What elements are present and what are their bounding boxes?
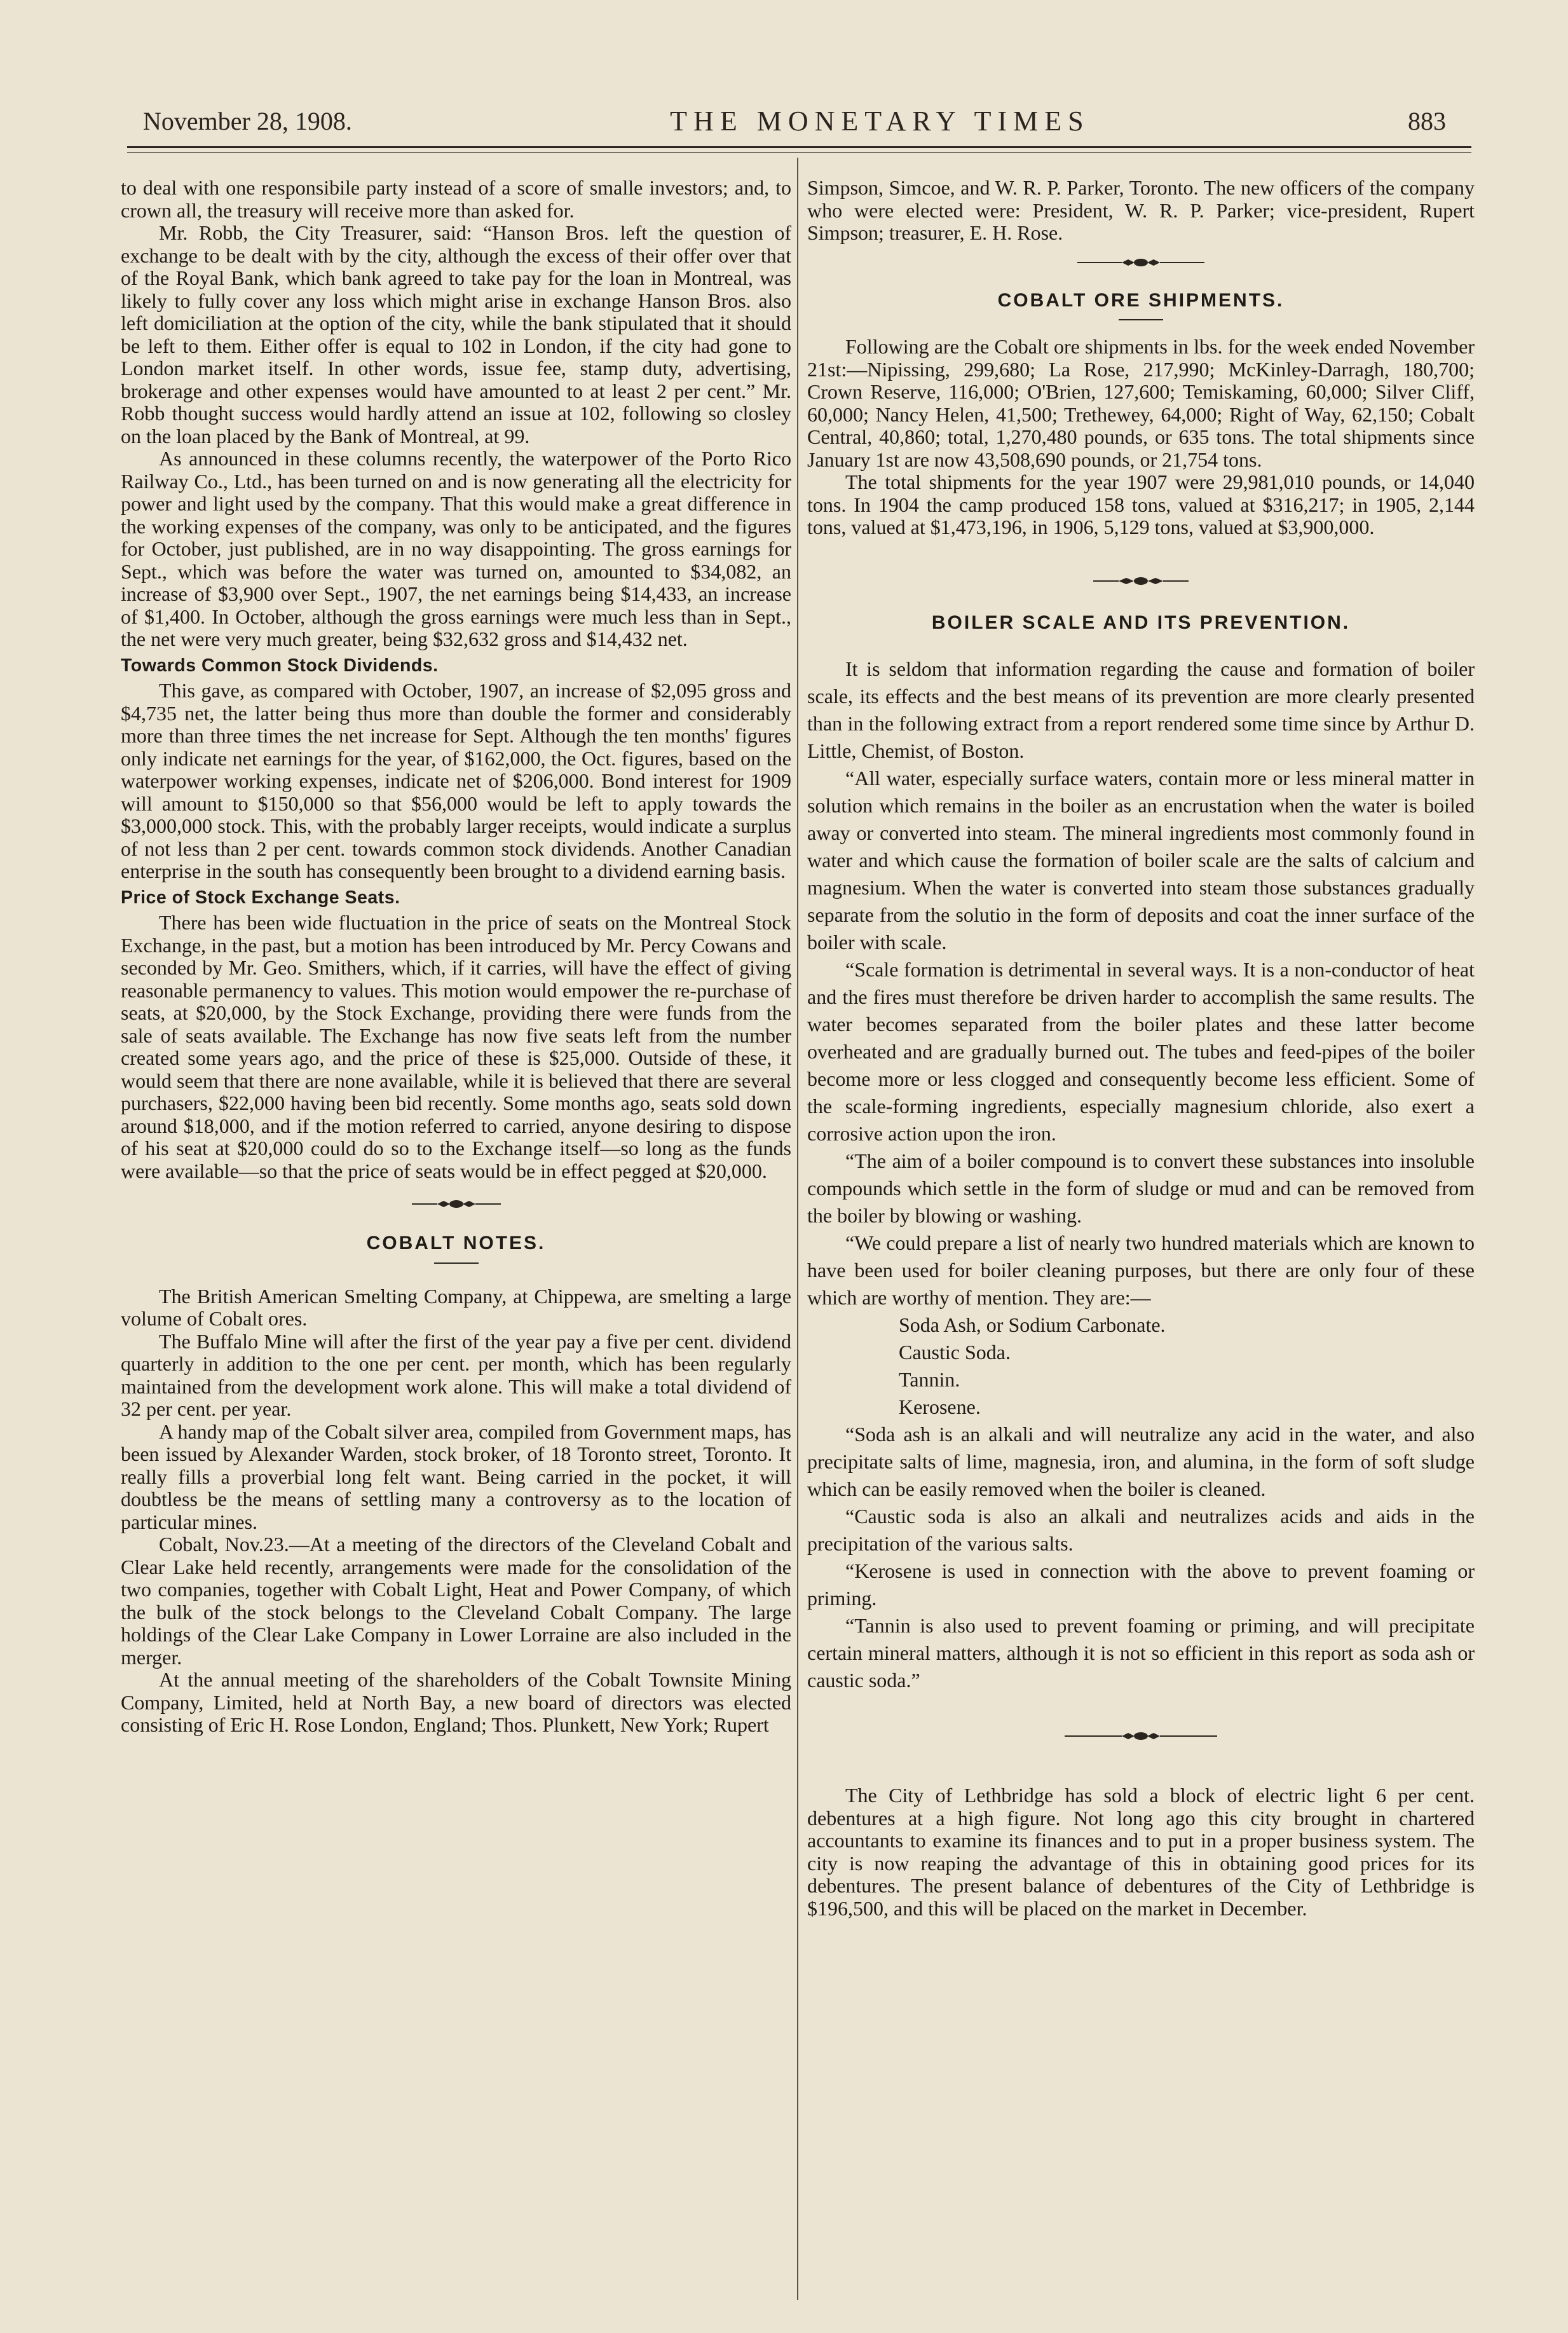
left-column <box>121 177 791 1737</box>
article-paragraph: “The aim of a boiler compound is to convert these substances into insoluble compounds which settle in the form of sludge or mud and can be removed from the boiler by blowing or washing. <box>807 1149 1475 1227</box>
article-paragraph: This gave, as compared with October, 1907, an increase of $2,095 gross and $4,735 net, the latter being thus more than double the former and considerably more than three times the net increase for Sept. Although the ten months' figures only indicate net earnings for the year, of $162,000, the Oct. figures, based on the waterpower working expenses, indicate net of $206,000. Bond interest for 1909 will amount to $150,000 so that $56,000 would be left to apply towards the $3,000,000 stock. This, with the probably larger receipts, would indicate a surplus of not less than 2 per cent. towards common stock dividends. Another Canadian enterprise in the south has consequently been brought to a dividend earning basis. <box>121 679 791 882</box>
article-paragraph: “Scale formation is detrimental in several ways. It is a non-conductor of heat and the fires must therefore be driven harder to accomplish the same results. The water becomes separated from the boiler plates and these latter become overheated and are gradually burned out. The tubes and feed-pipes of the boiler become more or less clogged and consequently become less efficient. Some of the scale-forming ingredients, especially magnesium chloride, also exert a corrosive action upon the iron. <box>807 958 1475 1145</box>
section-ornament <box>121 1191 791 1217</box>
article-paragraph: It is seldom that information regarding the cause and formation of boiler scale, its effects and the best means of its prevention are more clearly presented than in the following extract from a report rendered some time since by Arthur D. Little, Chemist, of Boston. <box>807 657 1475 762</box>
list-item: Kerosene. <box>899 1395 981 1418</box>
page-number: 883 <box>1408 106 1446 135</box>
article-paragraph: At the annual meeting of the shareholders of the Cobalt Townsite Mining Company, Limited, held at North Bay, a new board of directors was elected consisting of Eric H. Rose London, England; Thos. Plunkett, New York; Rupert <box>121 1668 791 1736</box>
article-paragraph: “Kerosene is used in connection with the above to prevent foaming or priming. <box>807 1559 1475 1610</box>
section-heading-ore-shipments: COBALT ORE SHIPMENTS. <box>997 289 1285 311</box>
list-item: Soda Ash, or Sodium Carbonate. <box>899 1313 1166 1336</box>
header-rule-thin <box>127 152 1471 153</box>
article-paragraph: Simpson, Simcoe, and W. R. P. Parker, Toronto. The new officers of the company who were elected were: President, W. R. P. Parker; vice-president, Rupert Simpson; treasurer, E. H. Rose. <box>807 176 1475 244</box>
article-paragraph: Mr. Robb, the City Treasurer, said: “Hanson Bros. left the question of exchange to be dealt with by the city, although the excess of their offer over that of the Royal Bank, which bank agreed to take pay for the loan in Montreal, was likely to fully cover any loss which might arise in exchange Hanson Bros. also left domiciliation at the option of the city, while the bank stipulated that it should be left to them. Either offer is equal to 102 in London, if the city had gone to London market itself. In other words, issue fee, stamp duty, advertising, brokerage and other expenses would have amounted to at least 2 per cent.” Mr. Robb thought success would hardly attend an issue at 102, following so closley on the loan placed by the Bank of Montreal, at 99. <box>121 221 791 448</box>
page-header <box>143 102 1446 140</box>
article-paragraph: There has been wide fluctuation in the price of seats on the Montreal Stock Exchange, in the past, but a motion has been introduced by Mr. Percy Cowans and seconded by Mr. Geo. Smithers, which, if it carries, will have the effect of giving reasonable permanency to values. This motion would empower the re-purchase of seats, at $20,000, by the Stock Exchange, providing there were funds from the sale of seats available. The Exchange has now five seats left from the number created some years ago, and the price of these is $25,000. Outside of these, it would seem that there are none available, while it is believed that there are several purchasers, $22,000 having been bid recently. Some months ago, seats sold down around $18,000, and if the motion referred to carried, anyone desiring to dispose of his seat at $20,000 could do so to the Exchange itself—so long as the funds were available—so that the price of seats would be in effect pegged at $20,000. <box>121 911 791 1182</box>
right-column <box>807 177 1475 1920</box>
article-paragraph: “Caustic soda is also an alkali and neutralizes acids and aids in the precipitation of the various salts. <box>807 1505 1475 1555</box>
article-paragraph: The City of Lethbridge has sold a block of electric light 6 per cent. debentures at a high figure. Not long ago this city brought in chartered accountants to examine its finances and to put in a proper business system. The city is now reaping the advantage of this in obtaining good prices for its debentures. The present balance of debentures of the City of Lethbridge is $196,500, and this will be placed on the market in December. <box>807 1784 1475 1920</box>
header-rule-thick <box>127 146 1471 148</box>
article-paragraph: Following are the Cobalt ore shipments in lbs. for the week ended November 21st:—Nipissing, 299,680; La Rose, 217,990; McKinley-Darragh, 180,700; Crown Reserve, 116,000; O'Brien, 127,600; Temiskaming, 60,000; Silver Cliff, 60,000; Nancy Helen, 41,500; Trethewey, 64,000; Right of Way, 62,150; Cobalt Central, 40,860; total, 1,270,480 pounds, or 635 tons. The total shipments since January 1st are now 43,508,690 pounds, or 21,754 tons. <box>807 335 1475 471</box>
section-ornament <box>807 250 1475 275</box>
article-paragraph: “Soda ash is an alkali and will neutralize any acid in the water, and also precipitate salts of lime, magnesia, iron, and alumina, in the form of soft sludge which can be easily removed when the boiler is cleaned. <box>807 1423 1475 1500</box>
section-ornament <box>807 568 1475 594</box>
section-heading-boiler-scale: BOILER SCALE AND ITS PREVENTION. <box>931 612 1351 633</box>
section-heading-cobalt-notes: COBALT NOTES. <box>366 1233 546 1254</box>
issue-date: November 28, 1908. <box>143 106 352 135</box>
publication-title: THE MONETARY TIMES <box>670 105 1090 137</box>
column-divider <box>797 158 798 2300</box>
article-paragraph: A handy map of the Cobalt silver area, compiled from Government maps, has been issued by Alexander Warden, stock broker, of 18 Toronto street, Toronto. It really fills a proverbial long felt want. Being carried in the pocket, it will doubtless be the means of settling many a controversy as to the location of particular mines. <box>121 1420 791 1533</box>
article-paragraph: “Tannin is also used to prevent foaming or priming, and will precipitate certain mineral matters, although it is not so efficient in this report as soda ash or caustic soda.” <box>807 1614 1475 1692</box>
article-paragraph: The total shipments for the year 1907 were 29,981,010 pounds, or 14,040 tons. In 1904 the camp produced 158 tons, valued at $316,217; in 1905, 2,144 tons, valued at $1,473,196, in 1906, 5,129 tons, valued at $3,900,000. <box>807 470 1475 538</box>
section-ornament <box>807 1723 1475 1749</box>
list-item: Tannin. <box>899 1368 960 1391</box>
article-paragraph: The Buffalo Mine will after the first of the year pay a five per cent. dividend quarterly in addition to the one per cent. per month, which has been regularly maintained from the development work alone. This will make a total dividend of 32 per cent. per year. <box>121 1329 791 1420</box>
article-paragraph: to deal with one responsibile party instead of a score of smalle investors; and, to crown all, the treasury will receive more than asked for. <box>121 176 791 222</box>
article-paragraph: Cobalt, Nov.23.—At a meeting of the directors of the Cleveland Cobalt and Clear Lake held recently, arrangements were made for the consolidation of the two companies, together with Cobalt Light, Heat and Power Company, of which the bulk of the stock belongs to the Cleveland Cobalt Company. The large holdings of the Clear Lake Company in Lower Lorraine are also included in the merger. <box>121 1533 791 1669</box>
subheading-dividends: Towards Common Stock Dividends. <box>121 655 439 676</box>
boiler-article <box>807 655 1475 1694</box>
subheading-seats: Price of Stock Exchange Seats. <box>121 887 400 908</box>
article-paragraph: As announced in these columns recently, the waterpower of the Porto Rico Railway Co., Ltd., has been turned on and is now generating all the electricity for power and light used by the company. That this would make a great difference in the working expenses of the company, was only to be anticipated, and the figures for October, just published, are in no way disappointing. The gross earnings for Sept., which was before the water was turned on, amounted to $34,082, an increase of $3,900 over Sept., 1907, the net earnings being $14,433, an increase of $1,400. In October, although the gross earnings were much less than in Sept., the net were very much greater, being $32,632 gross and $14,432 net. <box>121 447 791 650</box>
article-paragraph: “All water, especially surface waters, contain more or less mineral matter in solution which remains in the boiler as an encrustation when the water is boiled away or converted into steam. The mineral ingredients most commonly found in water and which cause the formation of boiler scale are the salts of calcium and magnesium. When the water is converted into steam those substances gradually separate from the solutio in the form of deposits and coat the inner surface of the boiler with scale. <box>807 767 1475 954</box>
compound-list <box>807 1311 1475 1421</box>
article-paragraph: The British American Smelting Company, at Chippewa, are smelting a large volume of Cobalt ores. <box>121 1284 791 1330</box>
list-item: Caustic Soda. <box>899 1341 1011 1364</box>
article-paragraph: “We could prepare a list of nearly two hundred materials which are known to have been used for boiler cleaning purposes, but there are only four of these which are worthy of mention. They are:— <box>807 1231 1475 1309</box>
